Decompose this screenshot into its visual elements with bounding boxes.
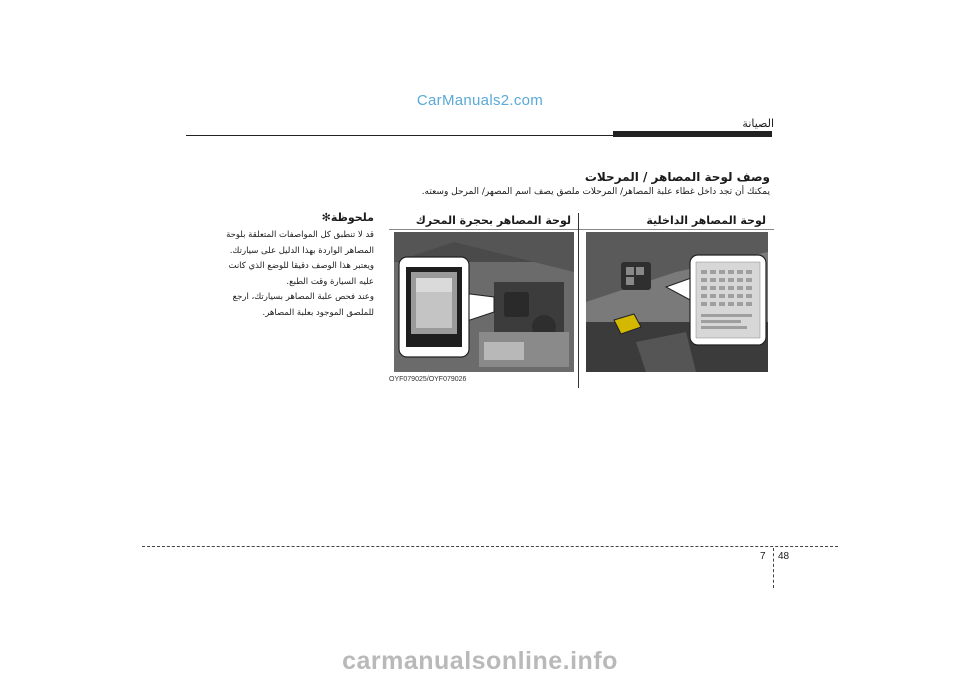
note-line: المصاهر الواردة بهذا الدليل على سيارتك. [229,245,374,256]
note-line: ويعتبر هذا الوصف دقيقا للوضع الذي كانت [228,261,374,271]
note-body [184,228,374,321]
note-line: للملصق الموجود بعلبة المصاهر. [262,307,374,318]
footer-rule [142,546,838,547]
page-title: وصف لوحة المصاهر / المرحلات [584,170,770,184]
page-number-divider [773,548,774,588]
figure-divider [578,213,579,388]
page-description: يمكنك أن تجد داخل غطاء علبة المصاهر/ المرحلات ملصق يصف اسم المصهر/ المرحل وسعته. [421,187,770,197]
page-number: 48 [778,551,790,562]
asterisk-icon: ✻ [321,211,331,224]
section-label: الصيانة [742,117,774,130]
chapter-number: 7 [760,551,766,562]
header-rule-accent [613,131,772,137]
note-title-text: ملحوظة [330,211,374,224]
note-title [316,211,374,224]
engine-fuse-box-image [394,232,574,372]
note-line: وعند فحص علبة المصاهر بسيارتك، ارجع [232,292,374,302]
note-line: قد لا تنطبق كل المواصفات المتعلقة بلوحة [226,230,374,240]
panel-title-interior: لوحة المصاهر الداخلية [646,214,766,227]
note-line: عليه السيارة وقت الطبع. [286,276,374,287]
watermark-top[interactable]: CarManuals2.com [416,92,544,109]
panel-title-engine: لوحة المصاهر بحجرة المحرك [415,214,571,227]
watermark-bottom[interactable]: carmanualsonline.info [342,647,618,675]
figure-caption: OYF079025/OYF079026 [389,376,467,383]
interior-fuse-panel-image [586,232,768,372]
